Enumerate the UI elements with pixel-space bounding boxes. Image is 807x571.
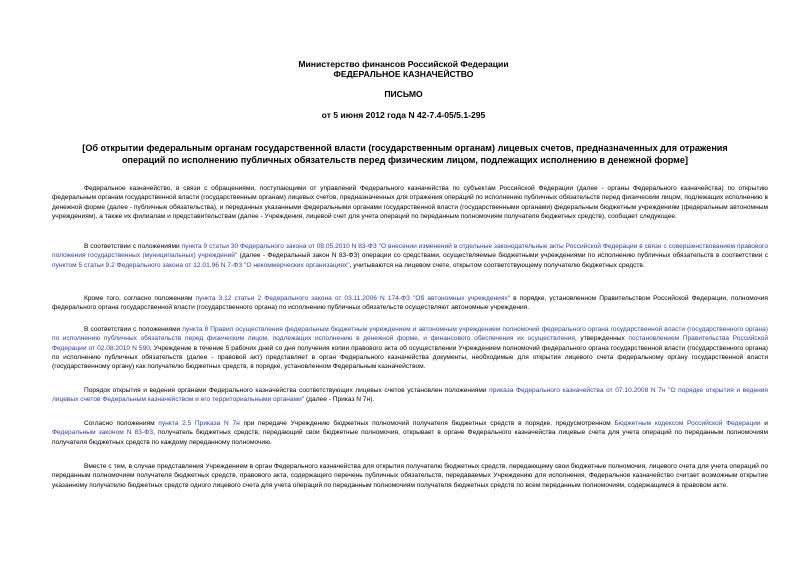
p2-text-3: , учитываются на лицевом счете, открытом соответствующему получателю бюджетных средств. bbox=[349, 261, 645, 269]
paragraph-3 bbox=[52, 294, 768, 313]
p6-text-2: при передаче Учреждению бюджетных полномочий получателя бюджетных средств в порядке, предусмотренном bbox=[239, 420, 615, 427]
p6-text-3: и bbox=[760, 420, 768, 427]
order-7n-point-2-5-link[interactable]: пункта 2.5 Приказа N 7н bbox=[158, 420, 240, 427]
p4-text-1: В соответствии с положениями bbox=[84, 326, 183, 333]
paragraph-5 bbox=[52, 386, 768, 405]
document-type: ПИСЬМО bbox=[384, 89, 423, 99]
budget-code-link[interactable]: Бюджетным кодексом Российской Федерации bbox=[614, 420, 761, 427]
paragraph-4 bbox=[52, 325, 768, 372]
rules-point-8-link[interactable]: пункта 8 Правил осуществления федеральным бюджетным учреждением и автономным учреждением полномочий федерального органа государственной власти (государственного органа) по исполнению публичных обязательств перед физическим лицом, подлежащих исполнению в денежной форме, и финансового обеспечения их осуществления bbox=[52, 326, 768, 343]
p4-text-2: , утвержденных bbox=[575, 335, 629, 343]
government-decree-590-link[interactable]: постановлением Правительства Российской Федерации от 02.08.2010 N 590 bbox=[52, 335, 769, 352]
p5-text-1: Порядок открытия и ведения органами Федерального казначейства соответствующих лицевых счетов установлен положениями bbox=[84, 387, 490, 394]
p2-text-2: (далее - Федеральный закон N 83-ФЗ) операции со средствами, осуществляемые бюджетными учреждениями по исполнению публичных обязательств в соответствии с bbox=[237, 252, 768, 260]
ministry-name: Министерство финансов Российской Федерации bbox=[298, 59, 509, 69]
treasury-name: ФЕДЕРАЛЬНОЕ КАЗНАЧЕЙСТВО bbox=[333, 69, 474, 79]
law-83fz-link[interactable]: Федеральным законом N 83-ФЗ bbox=[52, 429, 154, 437]
law-83fz-article-30-link[interactable]: пункта 9 статьи 30 Федерального закона от 08.05.2010 N 83-ФЗ "О внесении изменений в отдельные законодательные акты Российской Федерации в связи с совершенствованием правового положения государственных (муниципальных) учреждений" bbox=[52, 243, 768, 260]
paragraph-1-text: Федеральное казначейство, в связи с обращениями, поступающими от управлений Федерального казначейства по субъектам Российской Федерации (далее - органы Федерального казначейства) по открытию федеральным органам государственной власти (государственным органам) лицевых счетов, предназначенных для отражения операций по исполнению публичных обязательств перед физическим лицом, подлежащих исполнению в денежной форме (далее - публичные обязательства), и переданных указанными федеральными органами государственной власти (государственными органами) федеральным бюджетным учреждениям (федеральным автономным учреждениям), а также их филиалам и представительствам (далее - Учреждения, лицевой счет для учета операций по переданным полномочиям получателя бюджетных средств), сообщает следующее. bbox=[52, 185, 768, 221]
p4-text-3: , Учреждение в течение 5 рабочих дней со дня получения копии правового акта об осуществлении Учреждением полномочий федерального органа государственной власти (государственного органа) по исполнению публичных обязательств (далее - правовой акт) представляет в орган Федерального казначейства документы, необходимые для открытия лицевого счета федеральному органу государственной власти (государственному органу) как получателю бюджетных средств, в порядке, установленном Федеральным казначейством. bbox=[52, 344, 768, 371]
law-7fz-article-9-2-link[interactable]: пунктом 5 статьи 9.2 Федерального закона от 12.01.96 N 7-ФЗ "О некоммерческих организациях" bbox=[52, 261, 350, 269]
p3-text-2: в порядке, установленном Правительством Российской Федерации, полномочия федерального органа государственной власти (государственного органа) по исполнению публичных обязательств осуществляют автономные учреждения. bbox=[52, 295, 768, 312]
p5-text-2: (далее - Приказ N 7н). bbox=[304, 396, 375, 404]
paragraph-7 bbox=[52, 462, 768, 490]
document-title: [Об открытии федеральным органам государственной власти (государственным органам) лицевых счетов, предназначенных для отражения операций по исполнению публичных обязательств перед физическим лицом, подлежащих исполнению в денежной форме] bbox=[82, 143, 728, 165]
treasury-order-7n-link[interactable]: приказа Федерального казначейства от 07.10.2008 N 7н "О порядке открытия и ведения лицевых счетов Федеральным казначейством и его территориальными органами" bbox=[52, 387, 769, 404]
p6-text-1: Согласно положениям bbox=[84, 420, 159, 427]
paragraph-6 bbox=[52, 419, 768, 447]
law-174fz-link[interactable]: пункта 3.12 статьи 2 Федерального закона от 03.11.2006 N 174-ФЗ "Об автономных учреждениях" bbox=[195, 295, 511, 302]
document-date-number: от 5 июня 2012 года N 42-7.4-05/5.1-295 bbox=[321, 110, 486, 120]
paragraph-2 bbox=[52, 242, 768, 270]
p2-text-1: В соответствии с положениями bbox=[84, 243, 182, 250]
p6-text-4: , получатель бюджетных средств, передающий свои бюджетные полномочия, открывает в органе Федерального казначейства лицевые счета для учета операций по переданным полномочиям получателя бюджетных средств по каждому переданному полномочию. bbox=[52, 429, 768, 446]
paragraph-7-text: Вместе с тем, в случае представления Учреждением в орган Федерального казначейства для открытия получателю бюджетных средств, передающему свои бюджетные полномочия, лицевого счета для учета операций по переданным полномочиям получателя бюджетных средств, правового акта, содержащего перечень публичных обязательств, передаваемых Учреждению для исполнения, Федеральное казначейство считает возможным открытие указанному получателю бюджетных средств одного лицевого счета для учета операций по переданным полномочиям получателя бюджетных средств по всем переданным полномочиям, содержащимся в правовом акте. bbox=[52, 463, 768, 489]
paragraph-1 bbox=[52, 184, 768, 221]
p3-text-1: Кроме того, согласно положениям bbox=[84, 295, 196, 302]
